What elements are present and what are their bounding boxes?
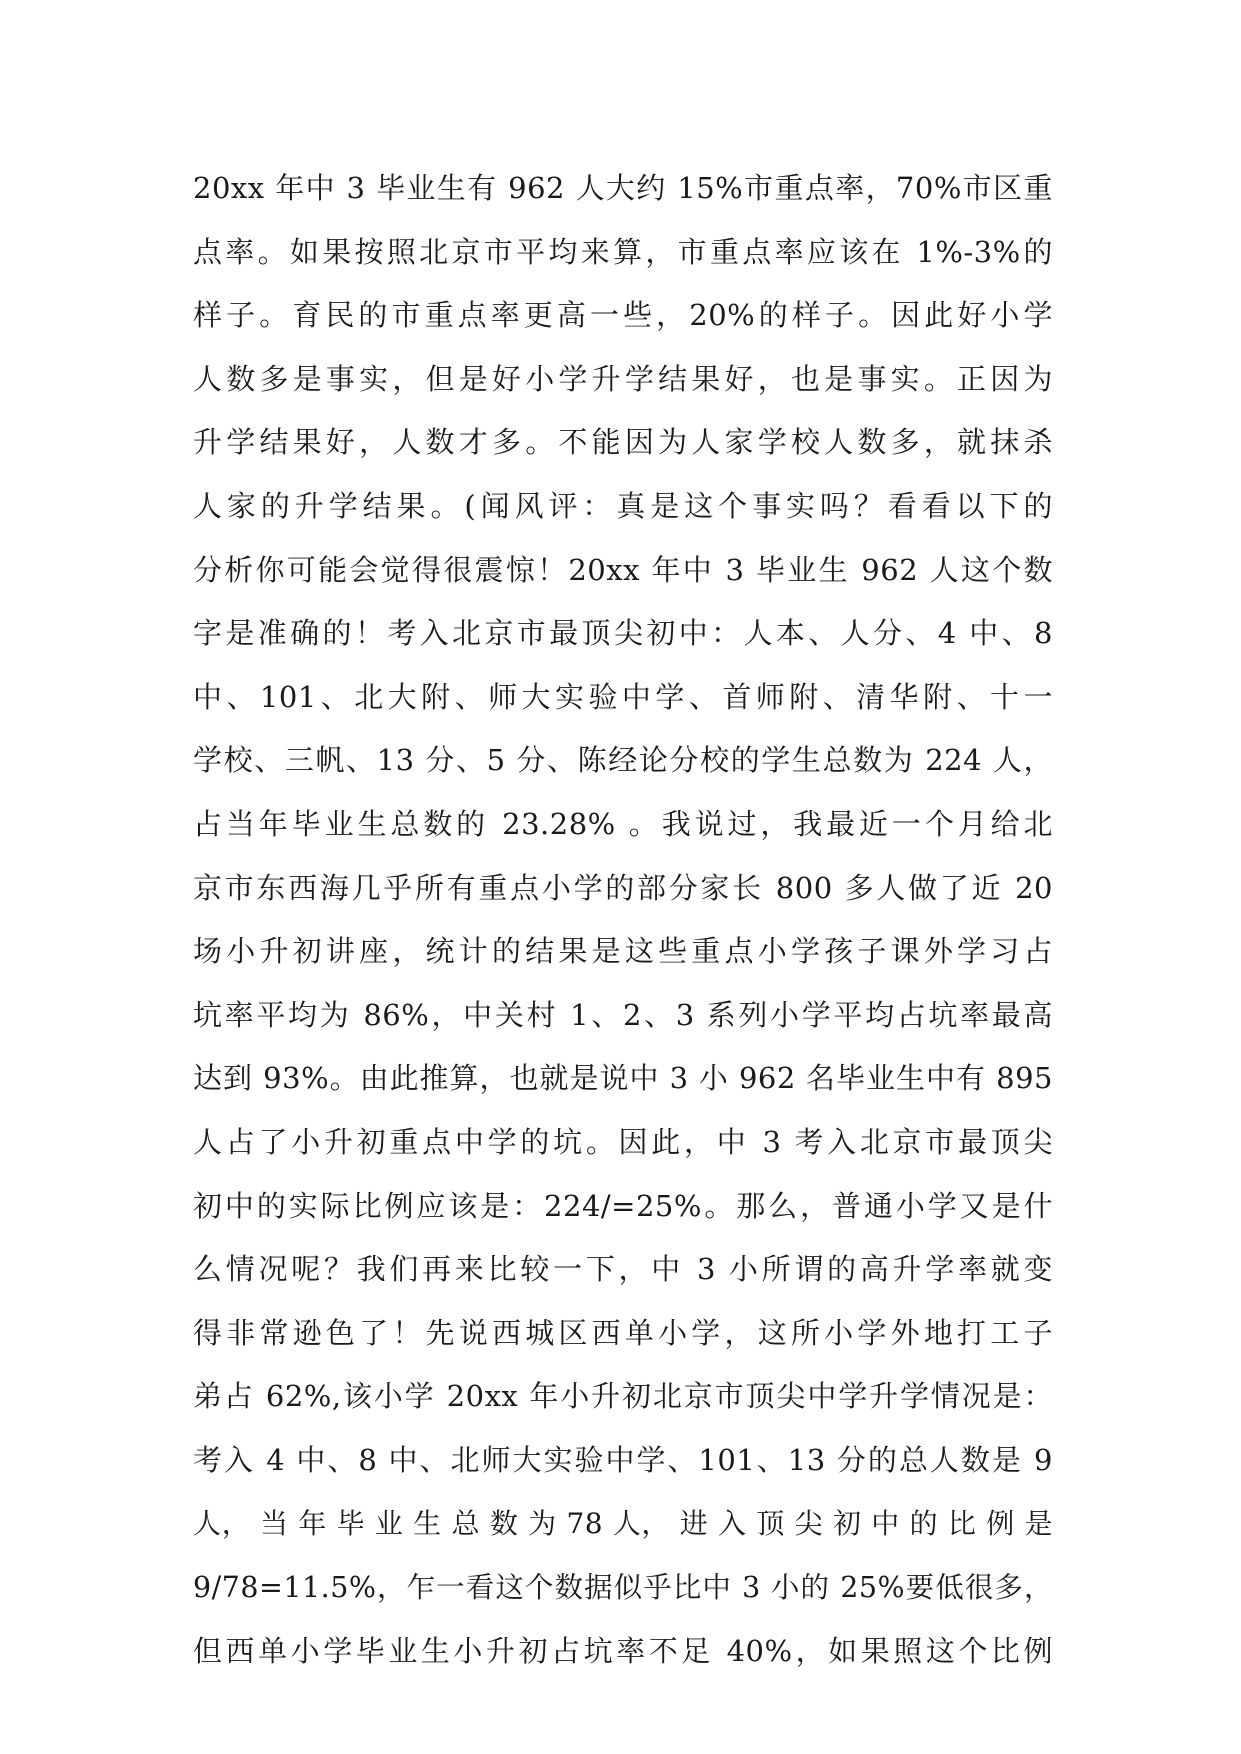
text-line: 达到 93%。由此推算，也就是说中 3 小 962 名毕业生中有 895 [193, 1061, 1053, 1096]
text-line: 点率。如果按照北京市平均来算，市重点率应该在 1%-3%的 [193, 234, 1053, 269]
text-line: 样子。育民的市重点率更高一些，20%的样子。因此好小学 [193, 298, 1053, 333]
text-line: 场小升初讲座，统计的结果是这些重点小学孩子课外学习占 [193, 934, 1053, 969]
text-line: 京市东西海几乎所有重点小学的部分家长 800 多人做了近 20 [193, 870, 1053, 905]
text-line: 学校、三帆、13 分、5 分、陈经论分校的学生总数为 224 人， [193, 743, 1053, 778]
text-line: 分析你可能会觉得很震惊！20xx 年中 3 毕业生 962 人这个数 [193, 552, 1053, 587]
text-line: 弟占 62%,该小学 20xx 年小升初北京市顶尖中学升学情况是： [193, 1379, 1053, 1414]
text-line: 升学结果好，人数才多。不能因为人家学校人数多，就抹杀 [193, 425, 1053, 460]
text-line: 9/78=11.5%，乍一看这个数据似乎比中 3 小的 25%要低很多， [193, 1571, 1053, 1605]
text-line: 考入 4 中、8 中、北师大实验中学、101、13 分的总人数是 9 [193, 1442, 1053, 1477]
text-line: 占当年毕业生总数的 23.28% 。我说过，我最近一个月给北 [193, 806, 1053, 841]
body-paragraph [193, 157, 1053, 1683]
text-line: 中、101、北大附、师大实验中学、首师附、清华附、十一 [193, 679, 1053, 714]
text-line: 但西单小学毕业生小升初占坑率不足 40%，如果照这个比例 [193, 1633, 1053, 1668]
text-line: 得非常逊色了！先说西城区西单小学，这所小学外地打工子 [193, 1315, 1053, 1350]
text-line: 人， 当 年 毕 业 生 总 数 为 78 人， 进 入 顶 尖 初 中 的 比 例 是 [193, 1507, 1053, 1541]
text-line: 人数多是事实，但是好小学升学结果好，也是事实。正因为 [193, 361, 1053, 396]
text-line: 字是准确的！考入北京市最顶尖初中：人本、人分、4 中、8 [193, 616, 1053, 651]
text-line: 人占了小升初重点中学的坑。因此，中 3 考入北京市最顶尖 [193, 1124, 1053, 1159]
text-line: 么情况呢？我们再来比较一下，中 3 小所谓的高升学率就变 [193, 1252, 1053, 1287]
text-line: 人家的升学结果。(闻风评：真是这个事实吗？看看以下的 [193, 488, 1053, 523]
text-line: 初中的实际比例应该是：224/=25%。那么，普通小学又是什 [193, 1188, 1053, 1223]
text-line: 20xx 年中 3 毕业生有 962 人大约 15%市重点率，70%市区重 [193, 171, 1053, 205]
text-line: 坑率平均为 86%，中关村 1、2、3 系列小学平均占坑率最高 [193, 997, 1053, 1032]
